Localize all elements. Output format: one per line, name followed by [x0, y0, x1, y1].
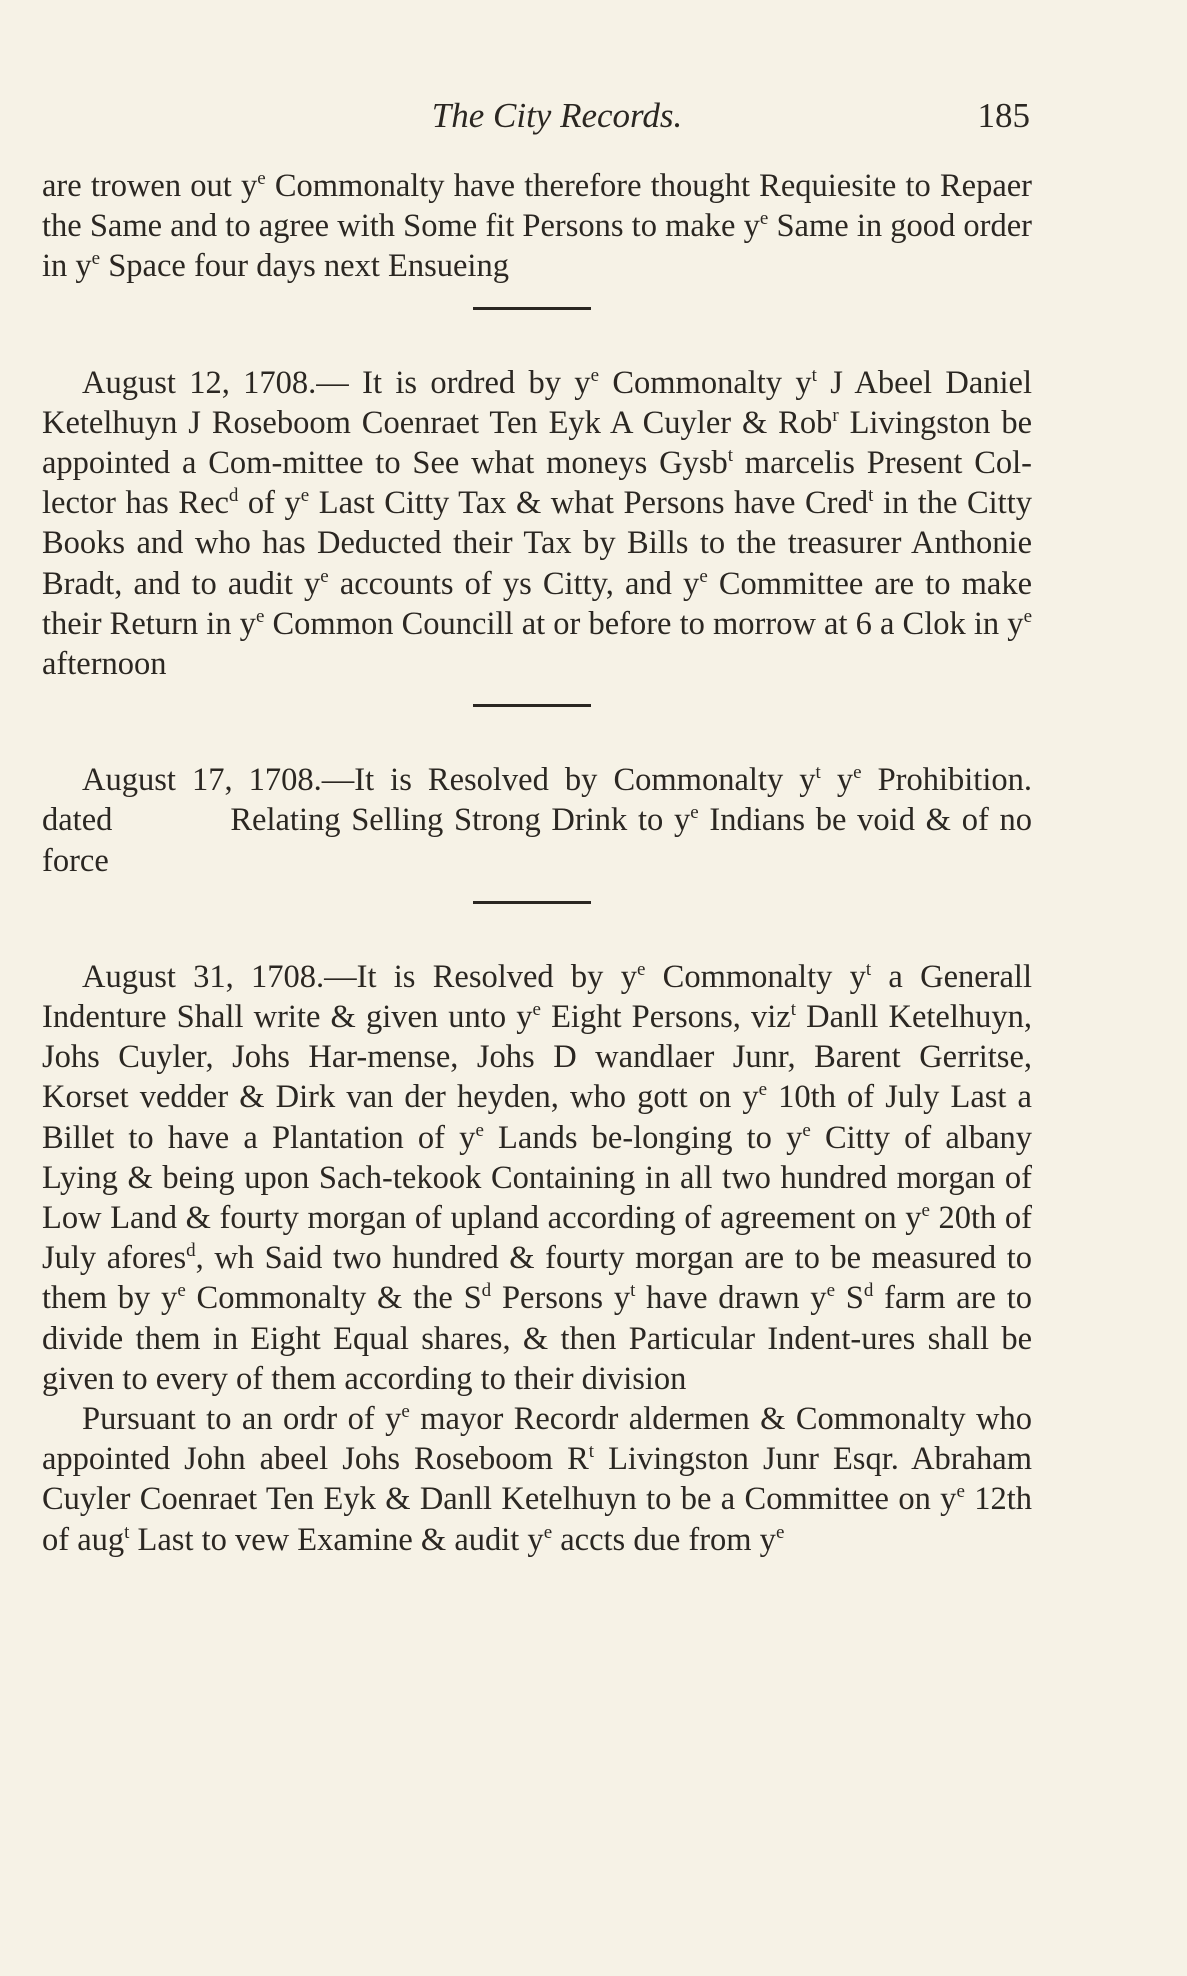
record-paragraph: August 31, 1708.—It is Resolved by $y^e$ Commonalty $y^t$ a Generall Indenture Shall write & given unto $y^e$ Eight Persons, viz$^t$ Danll Ketelhuyn, Johs Cuyler, Johs Har-mense, Johs D wandlaer Junr, Barent Gerritse, Korset vedder & Dirk van der heyden, who gott on $y^e$ 10th of July Last a Billet to have a Plantation of $y^e$ Lands be-longing to $y^e$ Citty of albany Lying & being upon Sach-tekook Containing in all two hundred morgan of Low Land & fourty morgan of upland according of agreement on $y^e$ 20th of July afores$^d$, wh Said two hundred & fourty morgan are to be measured to them by $y^e$ Commonalty & the $S^d$ Persons $y^t$ have drawn $y^e$ $S^d$ farm are to divide them in Eight Equal shares, & then Particular Indent-ures shall be given to every of them according to their division	[42, 958, 1033, 1397]
record-paragraph: August 12, 1708.— It is ordred by $y^e$ Commonalty $y^t$ J Abeel Daniel Ketelhuyn J Roseboom Coenraet Ten Eyk A Cuyler & Rob$^r$ Livingston be appointed a Com-mittee to See what moneys Gysb$^t$ marcelis Present Col-lector has Rec$^d$ of $y^e$ Last Citty Tax & what Persons have Cred$^t$ in the Citty Books and who has Deducted their Tax by Bills to the treasurer Anthonie Bradt, and to audit $y^e$ accounts of ys Citty, and $y^e$ Committee are to make their Return in $y^e$ Common Councill at or before to morrow at 6 a Clok in $y^e$ afternoon	[42, 364, 1032, 683]
divider-line	[473, 704, 591, 707]
section-divider	[42, 287, 1032, 363]
section-divider	[42, 881, 1032, 957]
page-number: 185	[977, 96, 1030, 135]
divider-line	[473, 307, 591, 310]
record-paragraph: are trowen out $y^e$ Commonalty have therefore thought Requiesite to Repaer the Same and to agree with Some fit Persons to make $y^e$ Same in good order in $y^e$ Space four days next Ensueing	[42, 168, 1032, 285]
text-body	[42, 166, 1032, 1560]
page-header	[42, 92, 1032, 142]
divider-line	[473, 901, 591, 904]
section-divider	[42, 684, 1032, 760]
running-title: The City Records.	[431, 96, 683, 135]
record-paragraph: August 17, 1708.—It is Resolved by Commonalty $y^t$ $y^e$ Prohibition. dated Relating Selling Strong Drink to $y^e$ Indians be void & of no force	[42, 762, 1032, 879]
record-paragraph: Pursuant to an ordr of $y^e$ mayor Recordr aldermen & Commonalty who appointed John abeel Johs Roseboom $R^t$ Livingston Junr Esqr. Abraham Cuyler Coenraet Ten Eyk & Danll Ketelhuyn to be a Committee on $y^e$ 12th of aug$^t$ Last to vew Examine & audit $y^e$ accts due from $y^e$	[42, 1401, 1033, 1558]
